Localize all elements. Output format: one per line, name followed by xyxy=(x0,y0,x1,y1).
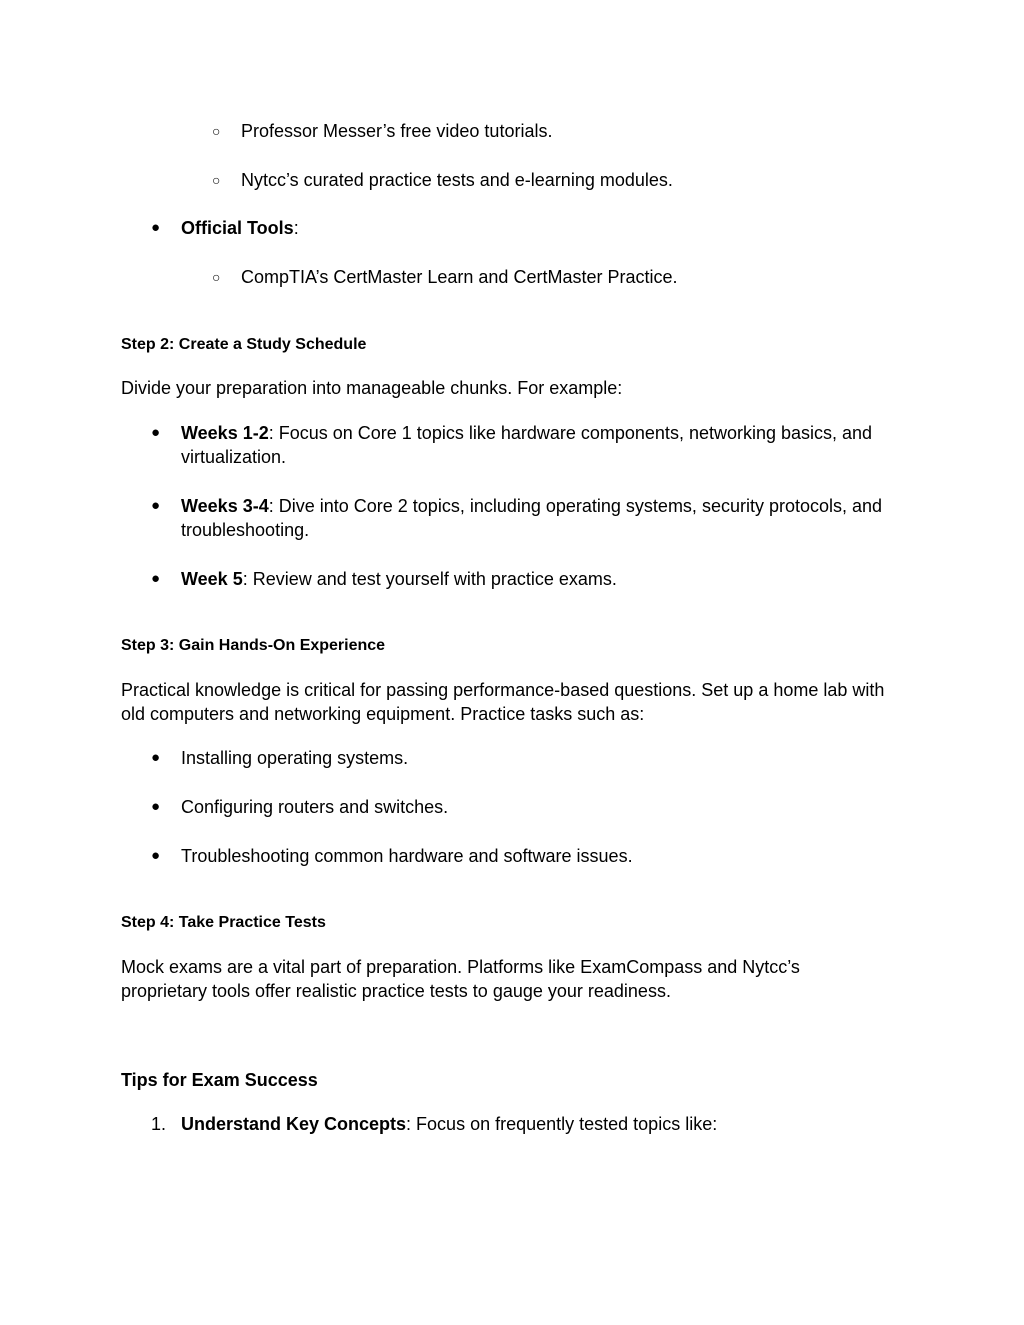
list-item-continuation: troubleshooting. xyxy=(181,520,310,540)
list-item-label: Official Tools xyxy=(181,218,294,238)
paragraph: Practical knowledge is critical for passing performance-based questions. Set up a home lab with xyxy=(121,680,885,700)
list-item xyxy=(181,421,872,445)
bullet-marker: ● xyxy=(151,219,161,236)
bullet-marker: ● xyxy=(151,847,161,864)
paragraph: proprietary tools offer realistic practice tests to gauge your readiness. xyxy=(121,981,671,1001)
list-item-text: : Focus on Core 1 topics like hardware components, networking basics, and xyxy=(268,423,873,443)
bullet-marker: ● xyxy=(151,424,161,441)
bullet-marker: ● xyxy=(151,497,161,514)
list-item-text: : Focus on frequently tested topics like: xyxy=(406,1114,718,1134)
section-heading-step4: Step 4: Take Practice Tests xyxy=(121,914,326,931)
section-heading-step3: Step 3: Gain Hands-On Experience xyxy=(121,637,386,654)
bullet-marker: ● xyxy=(151,749,161,766)
list-item: Configuring routers and switches. xyxy=(181,797,449,817)
list-item-text: : Dive into Core 2 topics, including operating systems, security protocols, and xyxy=(268,496,883,516)
bullet-marker: ● xyxy=(151,798,161,815)
list-item: Nytcc’s curated practice tests and e-learning modules. xyxy=(241,170,673,190)
list-item: Installing operating systems. xyxy=(181,748,409,768)
list-item-suffix: : xyxy=(293,218,299,238)
section-heading-step2: Step 2: Create a Study Schedule xyxy=(121,336,367,353)
list-item: CompTIA’s CertMaster Learn and CertMaster Practice. xyxy=(241,267,678,287)
list-number: 1. xyxy=(151,1114,167,1134)
list-item: Troubleshooting common hardware and software issues. xyxy=(181,846,633,866)
sub-bullet-marker: ○ xyxy=(212,172,221,188)
list-item xyxy=(181,494,882,518)
paragraph: Mock exams are a vital part of preparation. Platforms like ExamCompass and Nytcc’s xyxy=(121,957,800,977)
paragraph: Divide your preparation into manageable chunks. For example: xyxy=(121,378,623,398)
list-item-continuation: virtualization. xyxy=(181,447,287,467)
list-item xyxy=(181,567,617,591)
bullet-marker: ● xyxy=(151,570,161,587)
list-item-label: Weeks 3-4 xyxy=(181,496,269,516)
list-item-official-tools xyxy=(181,216,299,240)
section-heading-tips: Tips for Exam Success xyxy=(121,1070,318,1090)
sub-bullet-marker: ○ xyxy=(212,269,221,285)
paragraph: old computers and networking equipment. Practice tasks such as: xyxy=(121,704,645,724)
list-item xyxy=(181,1112,717,1136)
list-item-label: Weeks 1-2 xyxy=(181,423,269,443)
list-item-label: Understand Key Concepts xyxy=(181,1114,407,1134)
list-item: Professor Messer’s free video tutorials. xyxy=(241,121,553,141)
sub-bullet-marker: ○ xyxy=(212,123,221,139)
list-item-label: Week 5 xyxy=(181,569,243,589)
list-item-text: : Review and test yourself with practice exams. xyxy=(242,569,617,589)
